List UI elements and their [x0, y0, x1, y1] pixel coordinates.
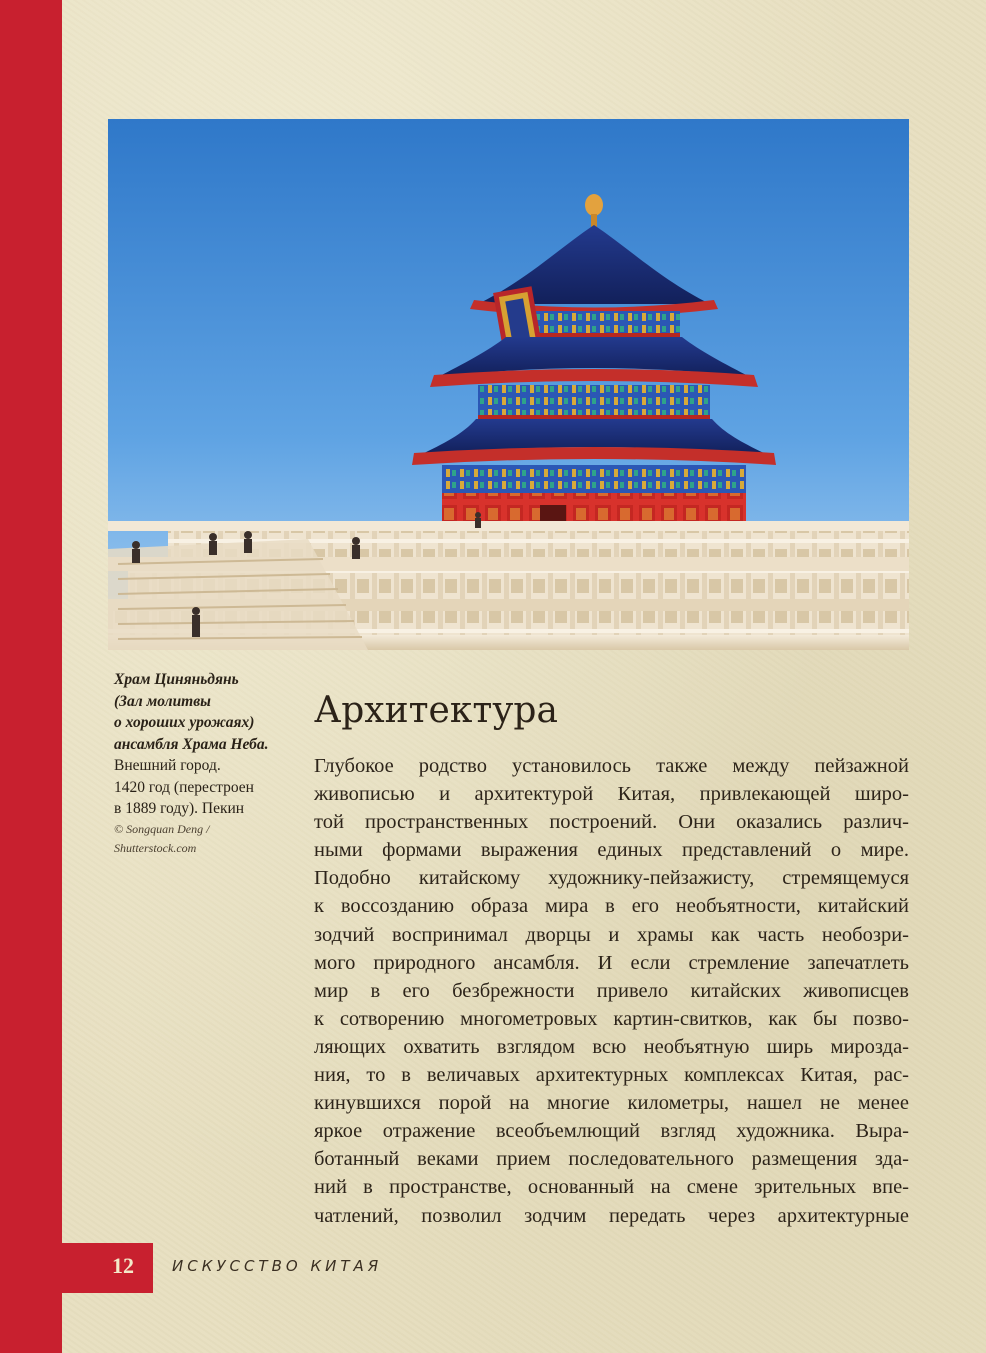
page-number: 12	[112, 1253, 134, 1278]
body-line: ния, то в величавых архитектурных комплексах Китая, рас-	[314, 1064, 909, 1087]
body-line: мого природного ансамбля. И если стремление запечатлеть	[314, 951, 909, 974]
caption-line: в 1889 году). Пекин	[114, 800, 245, 817]
body-line: ными формами выражения единых представлений о мире.	[314, 839, 909, 862]
body-line: мир в его безбрежности привело китайских живописцев	[314, 979, 909, 1002]
body-line: Подобно китайскому художнику-пейзажисту, стремящемуся	[314, 867, 909, 890]
body-line: живописью и архитектурой Китая, привлекающей широ-	[314, 783, 909, 806]
body-line: Глубокое родство установилось также между пейзажной	[314, 755, 909, 777]
body-line: ляющих охватить взглядом всю необъятную ширь мирозда-	[314, 1035, 909, 1058]
temple-photo	[108, 119, 909, 650]
body-line: к сотворению многометровых картин-свитков, как бы позво-	[314, 1007, 909, 1030]
article-body	[314, 752, 909, 1230]
body-line: чатлений, позволил зодчим передать через архитектурные	[314, 1204, 909, 1227]
body-line: зодчий воспринимал дворцы и храмы как часть необозри-	[314, 923, 909, 946]
caption-line: Внешний город.	[114, 757, 221, 774]
body-line: ний в пространстве, основанный на смене зрительных впе-	[314, 1176, 909, 1199]
caption-line: ансамбля Храма Неба.	[114, 735, 269, 753]
caption-line: 1420 год (перестроен	[114, 778, 254, 796]
caption-line: Храм Циняньдянь	[114, 671, 239, 688]
section-heading: Архитектура	[314, 690, 558, 731]
body-line: к воссозданию образа мира в его необъятности, китайский	[314, 895, 909, 918]
body-line: кинувшихся порой на многие километры, нашел не менее	[314, 1092, 909, 1115]
photo-caption	[114, 669, 294, 858]
body-line: яркое отражение всеобъемлющий взгляд художника. Выра-	[314, 1120, 909, 1143]
body-line: ботанный веками прием последовательного размещения зда-	[314, 1148, 909, 1171]
photo-credit: © Songquan Deng /	[114, 821, 210, 836]
red-margin-strip	[0, 0, 62, 1353]
caption-line: (Зал молитвы	[114, 692, 211, 710]
caption-line: о хороших урожаях)	[114, 714, 255, 731]
body-line: той пространственных построений. Они оказались различ-	[314, 811, 909, 834]
running-head: ИСКУССТВО КИТАЯ	[172, 1257, 383, 1275]
photo-credit: Shutterstock.com	[114, 840, 197, 855]
